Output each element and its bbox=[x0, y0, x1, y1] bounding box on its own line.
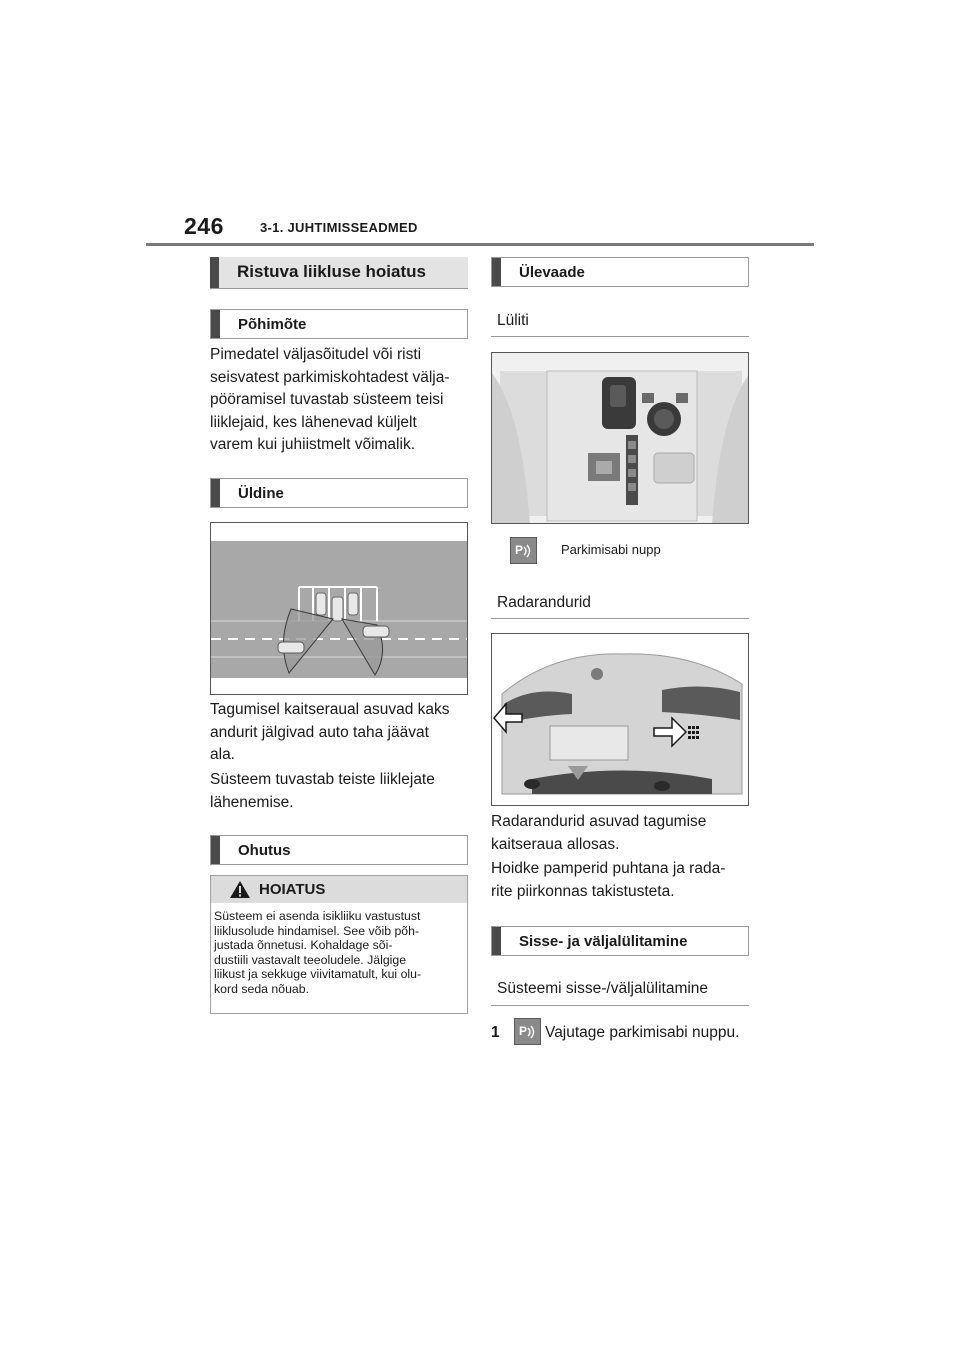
switch-rule bbox=[491, 336, 749, 337]
principle-paragraph: Pimedatel väljasõitudel või risti seisvatest parkimiskohtadest välja- pööramisel tuvastab süsteem teisi liiklejaid, kes lähenevad küljelt varem kui juhiistmelt võimalik. bbox=[210, 346, 450, 453]
on-off-sublabel: Süsteemi sisse-/väljalülitamine bbox=[497, 980, 709, 997]
warning-header: HOIATUS bbox=[211, 876, 467, 903]
svg-text:P: P bbox=[515, 543, 524, 557]
heading-on-off: Sisse- ja väljalülitamine bbox=[491, 926, 749, 956]
rear-bumper-illustration bbox=[491, 633, 749, 806]
rear-bumper-drawing bbox=[492, 634, 749, 806]
radar-rule bbox=[491, 618, 749, 619]
warning-text: Süsteem ei asenda isikliiku vastustust liiklusolude hindamisel. See võib põh- justada õnnetusi. Kohaldage sõi- dustiili vastavalt teeoludele. Jälgige liikust ja sekkuge viivitamatult, kui olu- kord seda nõuab. bbox=[214, 909, 422, 996]
park-assist-button-icon bbox=[510, 537, 537, 564]
switch-label: Lüliti bbox=[497, 312, 529, 329]
page-number: 246 bbox=[184, 213, 224, 239]
radar-paragraph-1: Radarandurid asuvad tagumise kaitseraua allosas. bbox=[491, 813, 707, 853]
heading-safety: Ohutus bbox=[210, 835, 468, 865]
park-assist-button-icon bbox=[514, 1018, 541, 1045]
radar-paragraph-2: Hoidke pamperid puhtana ja rada- rite piirkonnas takistusteta. bbox=[491, 860, 726, 900]
section-heading-cross-traffic: Ristuva liikluse hoiatus bbox=[210, 257, 468, 289]
on-off-rule bbox=[491, 1005, 749, 1006]
warning-box bbox=[210, 875, 468, 1014]
step-text: Vajutage parkimisabi nuppu. bbox=[545, 1024, 740, 1041]
radar-label: Radarandurid bbox=[497, 594, 591, 611]
cross-traffic-illustration bbox=[210, 522, 468, 695]
svg-text:P: P bbox=[519, 1024, 528, 1038]
center-console-illustration bbox=[491, 352, 749, 524]
header-rule bbox=[146, 243, 814, 246]
general-paragraph-2: Süsteem tuvastab teiste liiklejate lähenemise. bbox=[210, 771, 435, 811]
chapter-title: 3-1. JUHTIMISSEADMED bbox=[260, 220, 418, 235]
step-number: 1 bbox=[491, 1024, 500, 1041]
heading-general: Üldine bbox=[210, 478, 468, 508]
heading-overview: Ülevaade bbox=[491, 257, 749, 287]
center-console-drawing bbox=[492, 353, 749, 524]
heading-principle: Põhimõte bbox=[210, 309, 468, 339]
button-caption: Parkimisabi nupp bbox=[561, 542, 661, 557]
general-paragraph-1: Tagumisel kaitseraual asuvad kaks andurit jälgivad auto taha jäävat ala. bbox=[210, 701, 450, 763]
cross-traffic-diagram bbox=[211, 523, 468, 695]
warning-triangle-icon bbox=[229, 880, 251, 899]
